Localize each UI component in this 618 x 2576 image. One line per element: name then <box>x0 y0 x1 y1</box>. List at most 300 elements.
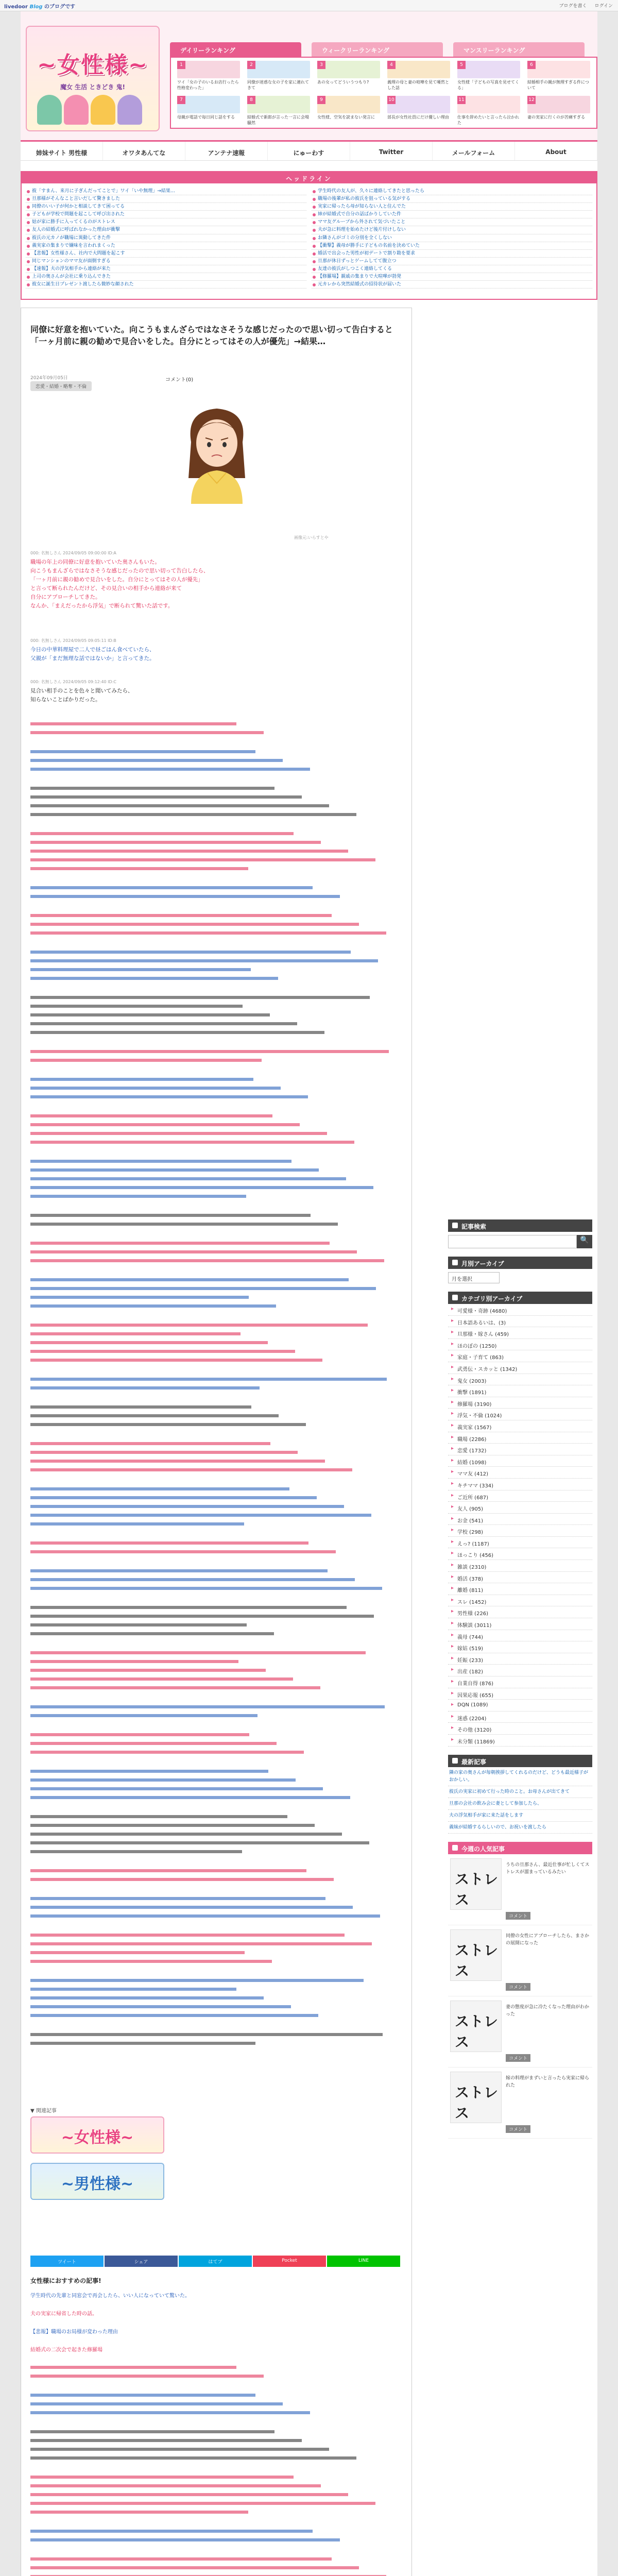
popular-title: 今週の人気記事 <box>448 1842 592 1854</box>
topbar <box>0 0 618 11</box>
nav-owata-antenna[interactable]: オワタあんてな <box>103 142 185 160</box>
text-line <box>30 886 313 889</box>
text-line <box>30 2493 348 2496</box>
comment-line: 父親が「まだ無理な話ではないか」と言ってきた。 <box>30 655 155 662</box>
category-item[interactable]: ▸ 鬼女 (2003) <box>448 1374 592 1386</box>
comment-line: 自分にアプローチしてきた。 <box>30 594 101 600</box>
text-line <box>30 1214 311 1217</box>
headline-item[interactable]: 彼氏の元カノが職場に異動してきた件 <box>26 234 306 242</box>
category-item[interactable]: ▸ ご近所 (687) <box>448 1490 592 1502</box>
recent-item[interactable]: 隣の家の奥さんが毎朝挨拶してくれるのだけど、どうも最近様子がおかしい。 <box>448 1767 592 1786</box>
category-item[interactable]: ▸ DQN (1089) <box>448 1700 592 1711</box>
text-line <box>30 1442 270 1445</box>
headline-item[interactable]: お隣さんがゴミの分別を全くしない <box>312 234 592 242</box>
headline-item[interactable]: 姑が家に勝手に入ってくるのがストレス <box>26 218 306 226</box>
text-line <box>30 1897 325 1900</box>
text-line <box>30 1632 274 1635</box>
popular-text: 嫁の料理がまずいと言ったら実家に帰られた <box>506 2075 590 2088</box>
search-title: 記事検索 <box>448 1219 592 1232</box>
search-input[interactable] <box>448 1235 577 1248</box>
login-link[interactable]: ログイン <box>594 4 613 9</box>
popular-thumbnail-text: ストレス <box>455 2083 499 2122</box>
character-1 <box>37 95 62 125</box>
category-item[interactable]: ▸ 友人 (905) <box>448 1502 592 1514</box>
article-title[interactable]: 同僚に好意を抱いていた。向こうもまんざらではなさそうな感じだったので思い切って告白すると「一ヶ月前に親の勧めで見合いをした。自分にとってはその人が優先」→結果… <box>30 325 393 346</box>
ranking-item[interactable] <box>385 94 452 128</box>
text-line <box>30 1259 384 1262</box>
headline-item[interactable]: 姉が結婚式で自分の話ばかりしていた件 <box>312 211 592 218</box>
headline-item[interactable]: 同じマンションのママ友が面倒すぎる <box>26 258 306 265</box>
share-line-button[interactable]: LINE <box>327 2256 400 2267</box>
ranking-text: 義理の母と妻の喧嘩を見て唖然とした話 <box>387 80 449 90</box>
text-line <box>30 1386 260 1389</box>
text-line <box>30 1979 364 1982</box>
headline-item[interactable]: 同僚のいい子が何かと相談してきて困ってる <box>26 203 306 211</box>
popular-thumbnail-text: ストレス <box>455 1941 499 1979</box>
headline-title: ヘッドライン <box>22 172 596 183</box>
category-item[interactable]: ▸ 学校 (298) <box>448 1525 592 1537</box>
ranking-grid <box>170 57 597 129</box>
text-line <box>30 1569 328 1572</box>
ranking-text: 母親が電話で毎日同じ話をする <box>177 115 235 120</box>
text-line <box>30 1332 241 1335</box>
text-line <box>30 1587 382 1590</box>
headline-item[interactable]: 【速報】夫の浮気相手から連絡が来た <box>26 265 306 273</box>
category-item[interactable]: ▸ えっ? (1187) <box>448 1537 592 1549</box>
headline-item[interactable]: 実家に帰ったら母が知らない人と住んでた <box>312 203 592 211</box>
text-line <box>30 1960 272 1963</box>
text-line <box>30 1841 369 1844</box>
category-item[interactable]: ▸ 迷惑 (2204) <box>448 1711 592 1723</box>
site-banner[interactable] <box>26 26 160 131</box>
category-item[interactable]: ▸ 家庭・子育て (863) <box>448 1350 592 1362</box>
comment-meta: 000: 名無しさん 2024/09/05 09:05:11 ID:B <box>30 638 116 643</box>
ranking-text: 女性様、空気を読まない発言に <box>317 115 375 120</box>
main-nav <box>21 140 597 161</box>
text-line <box>30 1942 372 1945</box>
text-line <box>30 951 351 954</box>
recommend-item[interactable]: 学生時代の先輩と同窓会で再会したら、いい人になっていて驚いた。 <box>30 2293 190 2299</box>
ranking-item[interactable] <box>315 94 382 128</box>
ranking-number: 12 <box>527 96 536 104</box>
text-line <box>30 1423 306 1426</box>
headline-item[interactable]: 夫が急に料理を始めたけど後片付けしない <box>312 226 592 234</box>
headline-item[interactable]: 上司の奥さんが会社に乗り込んできた <box>26 273 306 281</box>
recent-item[interactable]: 彼氏の実家に初めて行った時のこと。お母さんが出てきて <box>448 1786 592 1798</box>
category-title: カテゴリ別アーカイブ <box>448 1292 592 1304</box>
ranking-item[interactable] <box>175 59 242 93</box>
text-line <box>30 1578 355 1581</box>
text-line <box>30 832 294 835</box>
popular-text: 妻の態度が急に冷たくなった理由がわかった <box>506 2004 590 2017</box>
comment-line: と言って断られたんだけど、その見合いの相手から連絡が来て <box>30 585 182 591</box>
popular-item[interactable] <box>448 1925 592 1996</box>
text-line <box>30 1742 277 1745</box>
related-banner-female-text: ~女性様~ <box>61 2129 134 2147</box>
text-line <box>30 1651 366 1654</box>
ranking-item[interactable] <box>455 59 522 93</box>
text-line <box>30 1505 344 1508</box>
text-line <box>30 1186 373 1189</box>
tab-weekly-ranking[interactable]: ウィークリーランキング <box>312 42 443 57</box>
popular-list <box>448 1854 592 2139</box>
category-item[interactable]: ▸ 旦那様・嫁さん (459) <box>448 1327 592 1339</box>
text-line <box>30 1468 352 1471</box>
text-line <box>30 931 386 935</box>
category-item[interactable]: ▸ ママ友 (412) <box>448 1467 592 1479</box>
comment-block <box>30 679 401 704</box>
ranking-text: 同僚が迷惑な女の子を家に連れてきて <box>247 80 309 90</box>
ranking-thumbnail <box>317 61 380 78</box>
text-line <box>30 750 255 753</box>
recommend-item[interactable]: 夫の実家に帰省した時の話。 <box>30 2311 97 2317</box>
tab-monthly-ranking[interactable]: マンスリーランキング <box>453 42 585 57</box>
logo-tail: のブログです <box>44 4 76 10</box>
text-line <box>30 2411 310 2414</box>
text-line <box>30 1496 317 1499</box>
nav-newas[interactable]: にゅーわす <box>268 142 350 160</box>
ranking-number: 9 <box>317 96 325 104</box>
category-item[interactable]: ▸ 未分類 (11869) <box>448 1735 592 1747</box>
comment-text-filler <box>30 720 401 2061</box>
text-line <box>30 2456 356 2460</box>
search-icon[interactable]: 🔍 <box>577 1235 592 1248</box>
category-item[interactable]: ▸ 結婚 (1098) <box>448 1455 592 1467</box>
text-line <box>30 1778 296 1782</box>
text-line <box>30 2530 313 2533</box>
text-line <box>30 1487 289 1490</box>
category-item[interactable]: ▸ その他 (3120) <box>448 1723 592 1735</box>
text-line <box>30 1914 380 1918</box>
comment-line: 「一ヶ月前に親の勧めで見合いをした。自分にとってはその人が優先」 <box>30 577 203 583</box>
logo-text: livedoor <box>4 4 28 10</box>
category-item[interactable]: ▸ ほっこり (456) <box>448 1548 592 1560</box>
popular-item[interactable] <box>448 1854 592 1925</box>
text-line <box>30 2042 255 2045</box>
ranking-thumbnail <box>527 61 590 78</box>
text-line <box>30 1460 325 1463</box>
category-item[interactable]: ▸ 婚活 (378) <box>448 1572 592 1584</box>
text-line <box>30 1141 354 1144</box>
text-line <box>30 841 321 844</box>
text-line <box>30 1686 320 1689</box>
text-line <box>30 1996 264 1999</box>
popular-thumbnail-text: ストレス <box>455 2012 499 2050</box>
nav-antenna-sokuhou[interactable]: アンテナ速報 <box>185 142 268 160</box>
character-3 <box>91 95 115 125</box>
text-line <box>30 1988 236 1991</box>
text-line <box>30 768 310 771</box>
ranking-item[interactable] <box>385 59 452 93</box>
text-line <box>30 2430 274 2433</box>
category-item[interactable]: ▸ 修羅場 (3190) <box>448 1397 592 1409</box>
ranking-number: 1 <box>177 61 185 69</box>
headline-item[interactable]: 【悲報】女性様さん、社内で大問題を起こす <box>26 250 306 258</box>
recommend-text-lines <box>30 2364 401 2576</box>
article <box>21 308 412 2576</box>
text-line <box>30 1906 353 1909</box>
search-form <box>448 1235 592 1248</box>
category-item[interactable]: ▸ キチママ (334) <box>448 1479 592 1490</box>
category-item[interactable]: ▸ 嫁姑 (519) <box>448 1641 592 1653</box>
ranking-item[interactable] <box>455 94 522 128</box>
ranking-thumbnail <box>387 61 450 78</box>
write-blog-link[interactable]: ブログを書く <box>559 4 587 9</box>
text-line <box>30 1770 268 1773</box>
text-line <box>30 1378 387 1381</box>
text-line <box>30 858 375 861</box>
page-wrapper <box>21 11 597 2576</box>
nav-mail-form[interactable]: メールフォーム <box>433 142 515 160</box>
ranking-item[interactable] <box>175 94 242 128</box>
text-line <box>30 1514 371 1517</box>
ranking-text: 部長が女性社員にだけ優しい理由 <box>387 115 449 120</box>
text-line <box>30 759 283 762</box>
recent-item[interactable]: 夫の浮気相手が家に来た話をします <box>448 1810 592 1822</box>
popular-item[interactable] <box>448 2067 592 2139</box>
text-line <box>30 1341 268 1344</box>
text-line <box>30 1787 323 1790</box>
headline-item[interactable]: 婚活で出会った男性が初デートで割り勘を要求 <box>312 250 592 258</box>
text-line <box>30 1123 300 1126</box>
headline-item[interactable]: 学生時代の友人が、久々に連絡してきたと思ったら <box>312 188 592 195</box>
related-banner-female[interactable] <box>30 2116 164 2154</box>
recommend-item[interactable]: 結婚式の二次会で起きた修羅場 <box>30 2347 102 2353</box>
recommend-item[interactable]: 【悲報】職場のお局様が変わった理由 <box>30 2329 118 2335</box>
text-line <box>30 2566 359 2569</box>
comment-meta: 000: 名無しさん 2024/09/05 09:00:00 ID:A <box>30 551 116 555</box>
text-line <box>30 1951 245 1954</box>
text-line <box>30 1005 243 1008</box>
headline-item[interactable]: 【修羅場】親戚の集まりで大喧嘩が勃発 <box>312 273 592 281</box>
share-pocket-button[interactable]: Pocket <box>253 2256 326 2267</box>
text-line <box>30 1869 306 1872</box>
popular-text: 同僚の女性にアプローチしたら、まさかの展開になった <box>506 1933 590 1946</box>
category-item[interactable]: ▸ 職場 (2286) <box>448 1432 592 1444</box>
recent-item[interactable]: 旦那の会社の飲み会に妻として参加したら、 <box>448 1798 592 1810</box>
text-line <box>30 1751 304 1754</box>
ranking-text: 女性様「子どもの写真を見せてくる」 <box>457 80 519 90</box>
category-item[interactable]: ▸ 雑談 (2310) <box>448 1560 592 1572</box>
text-line <box>30 2014 318 2017</box>
text-line <box>30 2402 283 2405</box>
category-item[interactable]: ▸ 日本語あるいは、(3) <box>448 1316 592 1328</box>
text-line <box>30 996 370 999</box>
share-buttons <box>30 2256 401 2267</box>
archive-select[interactable]: 月を選択 <box>448 1272 500 1283</box>
banner-characters <box>37 95 150 127</box>
comment-meta: 000: 名無しさん 2024/09/05 09:12:40 ID:C <box>30 680 116 684</box>
category-item[interactable]: ▸ ほのぼの (1250) <box>448 1339 592 1351</box>
ranking-number: 7 <box>177 96 185 104</box>
text-line <box>30 1242 330 1245</box>
text-line <box>30 1022 297 1025</box>
sidebar <box>448 1219 592 2576</box>
headline-item[interactable]: 友人の結婚式に呼ばれなかった理由が衝撃 <box>26 226 306 234</box>
headline-item[interactable]: 旦那様がそんなこと言いだして驚きました <box>26 195 306 203</box>
share-twitter-button[interactable]: ツイート <box>30 2256 104 2267</box>
ranking-text: 妻の実家に行くのが苦痛すぎる <box>527 115 585 120</box>
text-line <box>30 867 248 870</box>
popular-comment-badge: コメント <box>506 2054 530 2062</box>
text-line <box>30 1850 242 1853</box>
ranking-number: 8 <box>247 96 255 104</box>
headline-item[interactable]: 彼女に誕生日プレゼント渡したら微妙な顔された <box>26 281 306 289</box>
headline-item[interactable]: 子どもが学校で問題を起こして呼び出された <box>26 211 306 218</box>
text-line <box>30 1669 266 1672</box>
recent-list <box>448 1767 592 1834</box>
category-item[interactable]: ▸ 義実家 (1567) <box>448 1420 592 1432</box>
ranking-text: 結婚相手の親が無理すぎる件について <box>527 80 589 90</box>
ranking-number: 6 <box>527 61 536 69</box>
category-item[interactable]: ▸ お金 (541) <box>448 1514 592 1526</box>
comment-line: 見合い相手のことを色々と聞いてみたら、 <box>30 688 133 694</box>
text-line <box>30 2502 375 2505</box>
ranking-item[interactable] <box>245 59 312 93</box>
text-line <box>30 850 348 853</box>
ranking-number: 5 <box>457 61 466 69</box>
headline-item[interactable]: 彼「すまん、来月に子ぎんだってことで」ワイ「いや無理」→結果… <box>26 188 306 195</box>
text-line <box>30 1359 322 1362</box>
recent-title: 最新記事 <box>448 1755 592 1767</box>
category-item[interactable]: ▸ 恋愛 (1732) <box>448 1444 592 1455</box>
nav-twitter[interactable]: Twitter <box>350 142 433 160</box>
text-line <box>30 722 236 725</box>
headline-item[interactable]: 友達の彼氏がしつこく連絡してくる <box>312 265 592 273</box>
related-banner-male[interactable] <box>30 2163 164 2200</box>
comment-body <box>30 646 401 663</box>
category-item[interactable]: ▸ 浮気・不倫 (1024) <box>448 1409 592 1420</box>
ranking-thumbnail <box>177 96 240 113</box>
text-line <box>30 914 332 917</box>
text-line <box>30 923 359 926</box>
category-item[interactable]: ▸ 男性様 (226) <box>448 1606 592 1618</box>
comment-line: 今日の中華料理屋で二人で昼ごはん食べていたら、 <box>30 647 155 653</box>
related-banner-male-text: ~男性様~ <box>61 2175 134 2193</box>
ranking-tabs <box>170 42 597 57</box>
article-category[interactable]: 恋愛・結婚・略奪・不倫 <box>30 381 92 391</box>
text-line <box>30 1177 346 1180</box>
nav-sister-site[interactable]: 姉妹サイト 男性様 <box>21 142 103 160</box>
headline-item[interactable]: 旦那が休日ずっとゲームしてて腹立つ <box>312 258 592 265</box>
topbar-links <box>553 2 613 9</box>
ranking-thumbnail <box>247 61 310 78</box>
ranking-number: 4 <box>387 61 396 69</box>
comment-line: 職場の年上の同僚に好意を抱いていた奥さんもいた。 <box>30 559 160 565</box>
text-line <box>30 1013 270 1016</box>
ranking-item[interactable] <box>245 94 312 128</box>
category-item[interactable]: ▸ 妊娠 (233) <box>448 1653 592 1665</box>
category-item[interactable]: ▸ スレ (1452) <box>448 1595 592 1607</box>
popular-item[interactable] <box>448 1996 592 2067</box>
text-line <box>30 1078 253 1081</box>
character-4 <box>117 95 142 125</box>
category-item[interactable]: ▸ 因果応報 (655) <box>448 1688 592 1700</box>
recent-item[interactable]: 義妹が結婚するらしいので、お祝いを渡したら <box>448 1822 592 1834</box>
ranking-number: 10 <box>387 96 396 104</box>
category-item[interactable]: ▸ 衝撃 (1891) <box>448 1385 592 1397</box>
comment-line: 知らないことばかりだった。 <box>30 697 101 703</box>
tab-daily-ranking[interactable]: デイリーランキング <box>170 42 301 57</box>
headline-item[interactable]: 【衝撃】義母が勝手に子どもの名前を決めていた <box>312 242 592 250</box>
text-line <box>30 1296 249 1299</box>
text-line <box>30 1796 350 1799</box>
ranking-text: あの女ってどういうつもり? <box>317 80 369 84</box>
category-item[interactable]: ▸ 離婚 (811) <box>448 1583 592 1595</box>
category-item[interactable]: ▸ 武勇伝・スカッと (1342) <box>448 1362 592 1374</box>
logo-sub: Blog <box>29 4 43 10</box>
category-item[interactable]: ▸ 義母 (744) <box>448 1630 592 1642</box>
text-line <box>30 2538 340 2541</box>
ranking-item[interactable] <box>315 59 382 93</box>
related-label: ▼ 関連記事 <box>30 2108 57 2114</box>
popular-text: うちの旦那さん、最近仕事が忙しくてストレスが溜まっているみたい <box>506 1862 590 1875</box>
share-hatena-button[interactable]: はてブ <box>179 2256 252 2267</box>
ranking-number: 3 <box>317 61 325 69</box>
text-line <box>30 1677 293 1681</box>
text-line <box>30 2033 383 2036</box>
comment-body <box>30 558 401 611</box>
text-line <box>30 1087 281 1090</box>
text-line <box>30 1059 262 1062</box>
text-line <box>30 1660 238 1663</box>
share-facebook-button[interactable]: シェア <box>105 2256 178 2267</box>
text-line <box>30 1324 368 1327</box>
text-line <box>30 2394 255 2397</box>
headline-item[interactable]: ママ友グループから外されて気づいたこと <box>312 218 592 226</box>
text-line <box>30 2439 302 2442</box>
headline-right-column <box>312 188 592 289</box>
livedoor-logo[interactable] <box>4 2 75 10</box>
text-line <box>30 1522 244 1526</box>
image-credit: 画像元:いらすとや <box>294 535 329 540</box>
headline-item[interactable]: 義実家の集まりで嫌味を言われまくった <box>26 242 306 250</box>
headline-item[interactable]: 元カレから突然結婚式の招待状が届いた <box>312 281 592 289</box>
character-2 <box>64 95 89 125</box>
ranking-text: 仕事を辞めたいと言ったら泣かれた <box>457 115 519 125</box>
text-line <box>30 2476 294 2479</box>
popular-thumbnail <box>450 1858 502 1910</box>
ranking-thumbnail <box>387 96 450 113</box>
recommend-list <box>30 2292 401 2576</box>
text-line <box>30 1405 251 1409</box>
recommend-title: 女性様におすすめの記事! <box>30 2277 101 2284</box>
ranking-thumbnail <box>457 96 520 113</box>
text-line <box>30 2005 291 2008</box>
text-line <box>30 968 251 971</box>
ranking-thumbnail <box>247 96 310 113</box>
text-line <box>30 1550 336 1553</box>
nav-about[interactable]: About <box>515 142 597 160</box>
ranking-item[interactable] <box>525 94 592 128</box>
category-item[interactable]: ▸ 自業自得 (876) <box>448 1676 592 1688</box>
text-line <box>30 1304 276 1308</box>
article-comment-count[interactable]: コメント(0) <box>165 377 194 383</box>
text-line <box>30 795 302 799</box>
category-item[interactable]: ▸ 可愛様・奇跡 (4680) <box>448 1304 592 1316</box>
worried-woman-illustration <box>176 401 258 504</box>
category-item[interactable]: ▸ 体験談 (3011) <box>448 1618 592 1630</box>
text-line <box>30 2484 321 2487</box>
text-line <box>30 1623 247 1626</box>
category-item[interactable]: ▸ 出産 (182) <box>448 1665 592 1676</box>
ranking-number: 11 <box>457 96 466 104</box>
text-line <box>30 804 329 807</box>
popular-thumbnail <box>450 2001 502 2052</box>
headline-box <box>21 171 597 300</box>
headline-item[interactable]: 職場の後輩が私の彼氏を狙っている気がする <box>312 195 592 203</box>
ranking-item[interactable] <box>525 59 592 93</box>
